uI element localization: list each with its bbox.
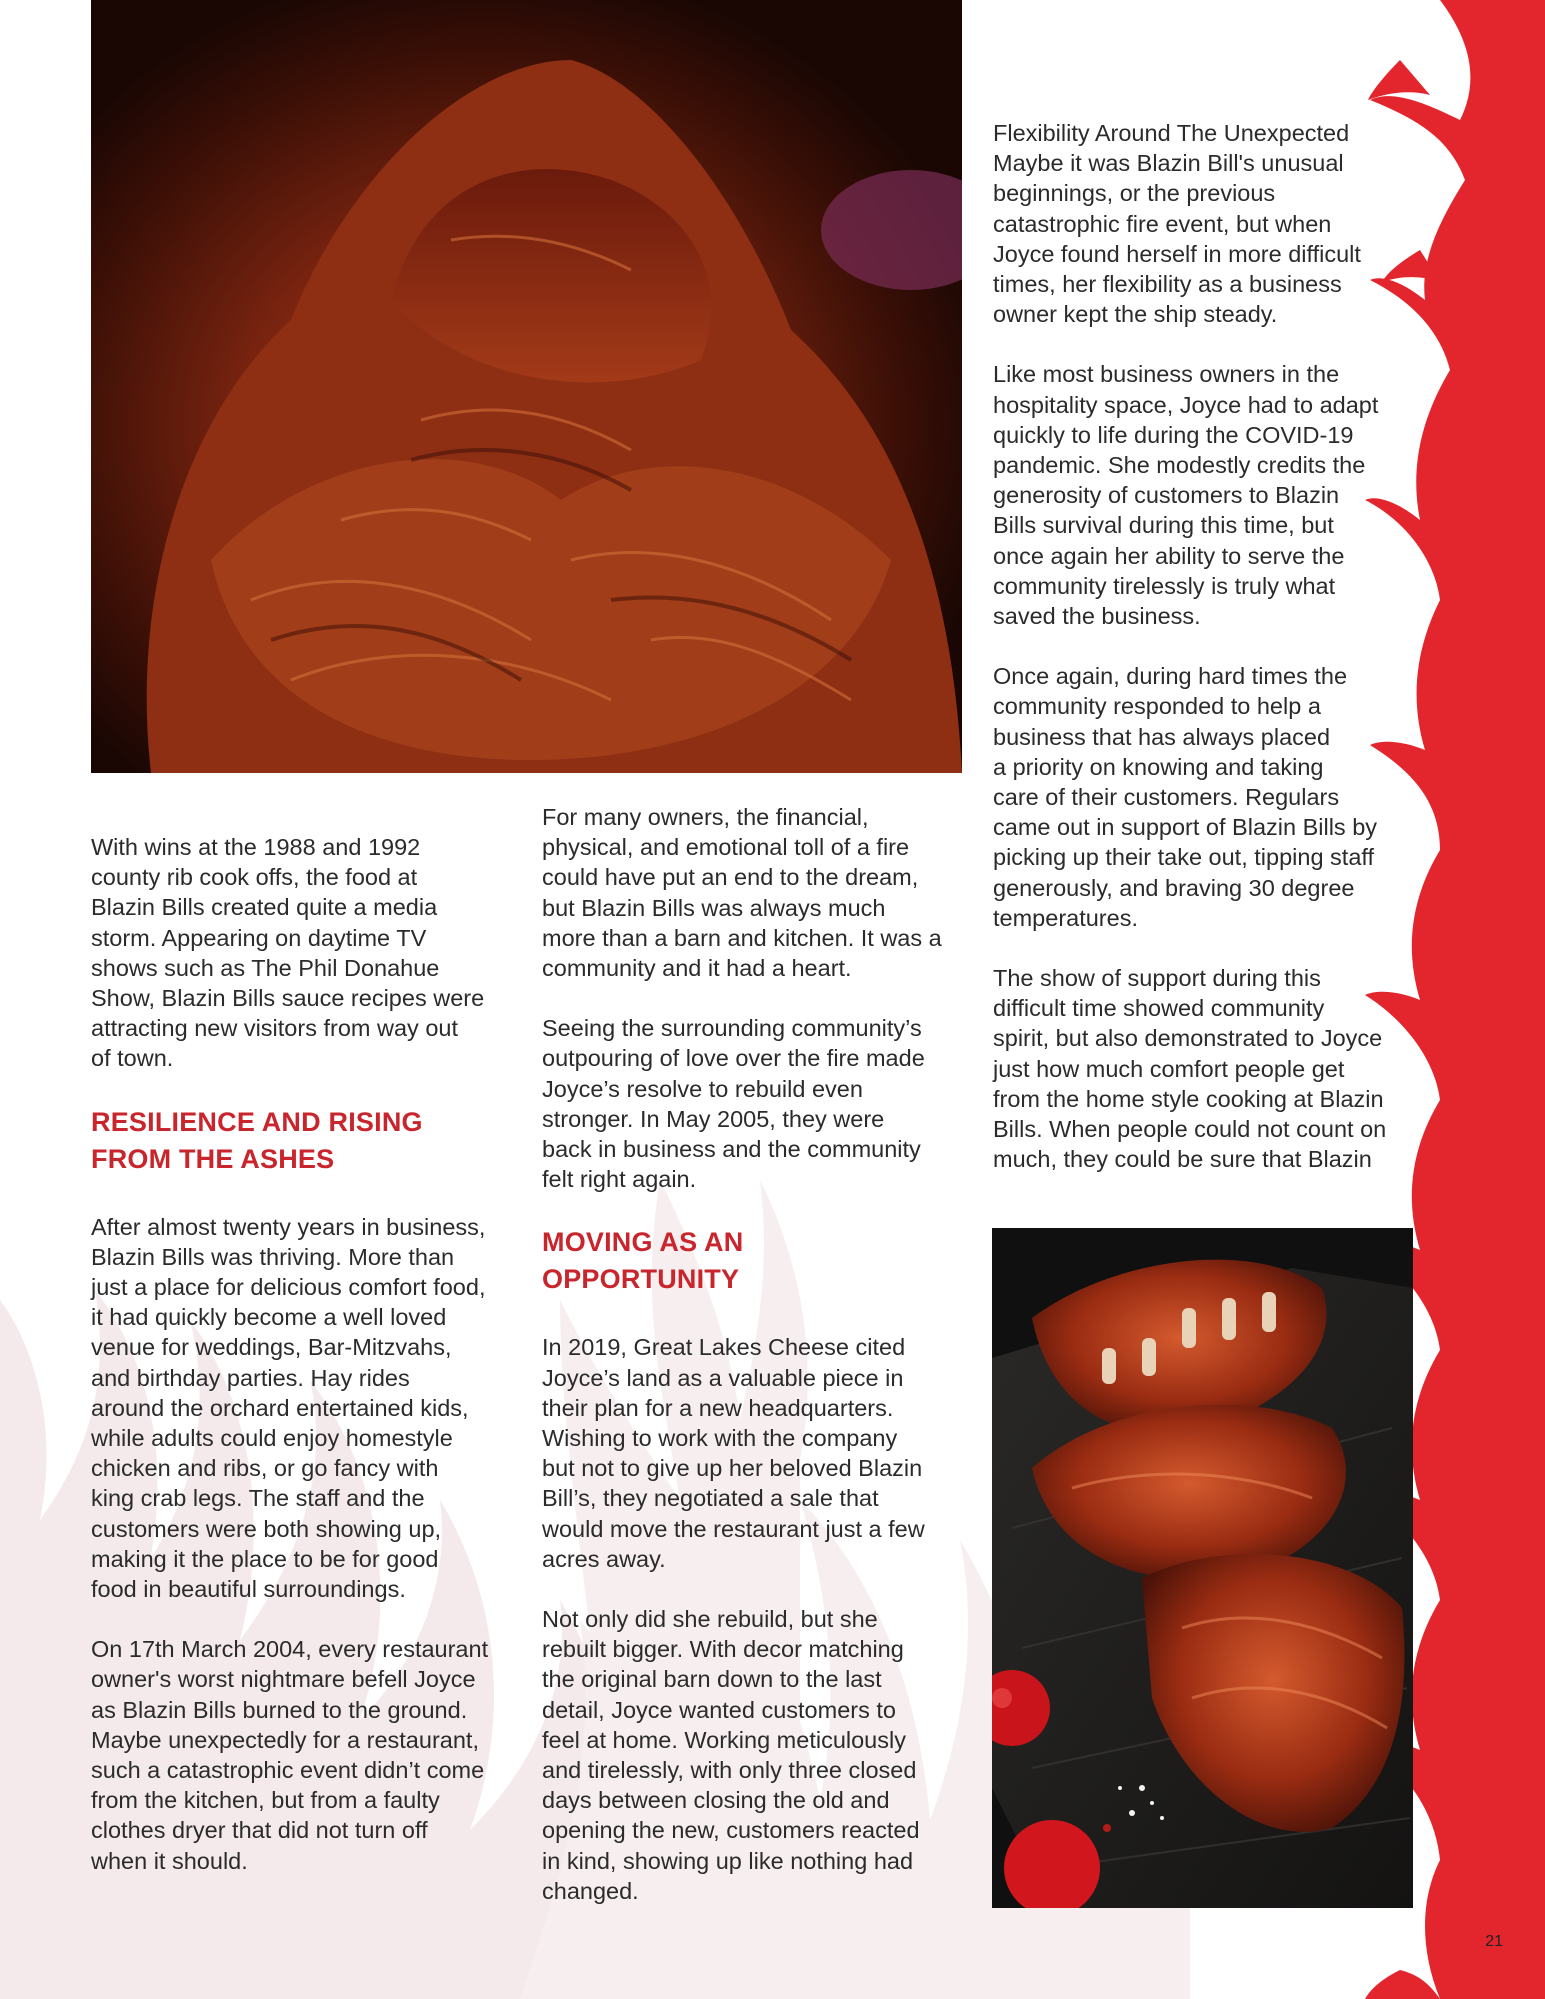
paragraph: For many owners, the financial, physical, and emotional toll of a fire could have put an end to the dream, but Blazin Bills was always much more than a barn and kitchen. It was a community and it had a heart. xyxy=(542,804,942,982)
paragraph: After almost twenty years in business, Blazin Bills was thriving. More than just a place for delicious comfort food, it had quickly become a well loved venue for weddings, Bar-Mitzvahs, and birthday parties. Hay rides around the orchard entertained kids, while adults could enjoy homestyle chicken and ribs, or go fancy with king crab legs. The staff and the customers were both showing up, making it the place to be for good food in beautiful surroundings. xyxy=(91,1213,486,1603)
hero-photo xyxy=(91,0,962,773)
paragraph: Flexibility Around The Unexpected Maybe it was Blazin Bill's unusual beginnings, or the previous catastrophic fire event, but when Joyce found herself in more difficult times, her flexibility as a business owner kept the ship steady. xyxy=(993,120,1361,328)
ribs-photo xyxy=(992,1228,1413,1908)
paragraph: Like most business owners in the hospitality space, Joyce had to adapt quickly to life during the COVID-19 pandemic. She modestly credits the generosity of customers to Blazin Bills survival during this time, but once again her ability to serve the community tirelessly is truly what saved the business. xyxy=(993,361,1379,630)
paragraph: Once again, during hard times the community responded to help a business that has always placed a priority on knowing and taking care of their customers. Regulars came out in support of Blazin Bills by picking up their take out, tipping staff generously, and braving 30 degree temperatures. xyxy=(993,663,1378,931)
paragraph: Seeing the surrounding community’s outpouring of love over the fire made Joyce’s resolve to rebuild even stronger. In May 2005, they were back in business and the community felt right again. xyxy=(542,1015,925,1193)
paragraph: The show of support during this difficult time showed community spirit, but also demonstrated to Joyce just how much comfort people get from the home style cooking at Blazin Bills. When people could not count on much, they could be sure that Blazin xyxy=(993,965,1387,1173)
paragraph: In 2019, Great Lakes Cheese cited Joyce’s land as a valuable piece in their plan for a new headquarters. Wishing to work with the company but not to give up her beloved Blazin Bill’s, they negotiated a sale that would move the restaurant just a few acres away. xyxy=(542,1334,925,1572)
section-heading: RESILIENCE AND RISING FROM THE ASHES xyxy=(91,1106,423,1174)
section-heading: MOVING AS AN OPPORTUNITY xyxy=(542,1227,744,1295)
pulled-pork-image xyxy=(91,0,962,773)
article-column-1 xyxy=(91,832,531,1906)
paragraph: With wins at the 1988 and 1992 county rib cook offs, the food at Blazin Bills created quite a media storm. Appearing on daytime TV shows such as The Phil Donahue Show, Blazin Bills sauce recipes were attracting new visitors from way out of town. xyxy=(91,834,485,1072)
flame-curl xyxy=(1368,60,1430,100)
glazed-ribs-image xyxy=(992,1228,1413,1908)
page-number: 21 xyxy=(1485,1933,1503,1950)
paragraph: On 17th March 2004, every restaurant owner's worst nightmare befell Joyce as Blazin Bills burned to the ground. Maybe unexpectedly for a restaurant, such a catastrophic event didn’t come from the kitchen, but from a faulty clothes dryer that did not turn off when it should. xyxy=(91,1636,489,1874)
flame-curl xyxy=(1365,1970,1440,1999)
article-column-2 xyxy=(542,802,972,1936)
paragraph: Not only did she rebuild, but she rebuilt bigger. With decor matching the original barn down to the last detail, Joyce wanted customers to feel at home. Working meticulously and tirelessly, with only three closed days between closing the old and opening the new, customers reacted in kind, showing up like nothing had changed. xyxy=(542,1606,920,1904)
article-column-3 xyxy=(993,118,1423,1205)
